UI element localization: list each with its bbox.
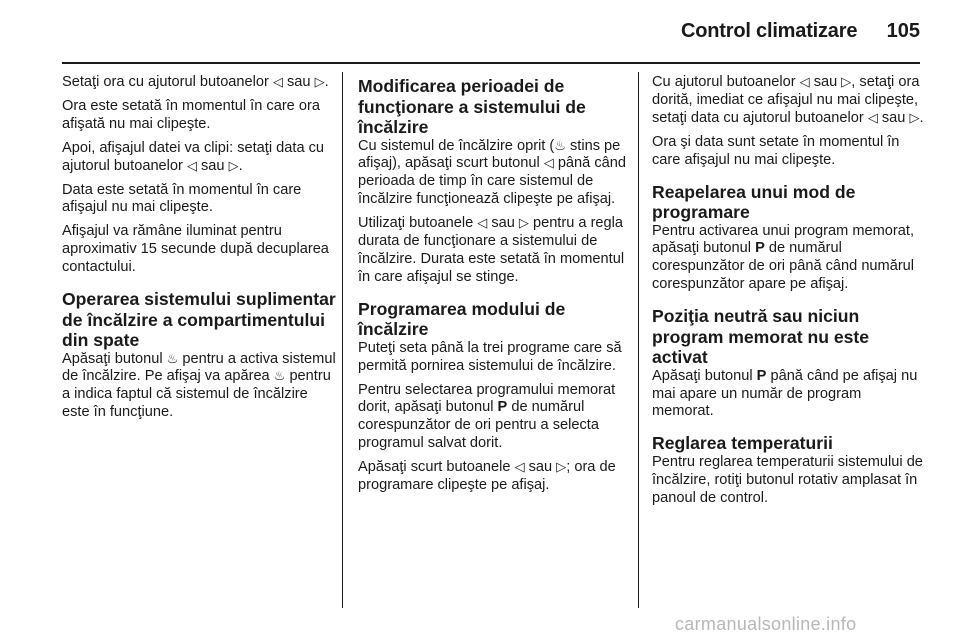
column-divider-2 xyxy=(638,72,639,608)
left-arrow-icon: ◁ xyxy=(514,460,525,476)
paragraph-set-time xyxy=(62,74,337,92)
heading-modify-period: Modificarea perioadei de funcţionare a sistemului de încălzire xyxy=(358,76,586,137)
left-arrow-icon: ◁ xyxy=(477,216,488,232)
paragraph-select-program xyxy=(358,382,633,454)
text: . xyxy=(324,74,329,90)
text: pentru a activa sistemul de încălzire. Pe afişaj va apărea xyxy=(62,350,336,385)
paragraph-date-set: Data este setată în momentul în care afişajul nu mai clipeşte. xyxy=(62,181,302,216)
right-arrow-icon: ▷ xyxy=(909,110,920,126)
right-arrow-icon: ▷ xyxy=(314,75,325,90)
text: sau xyxy=(282,74,315,90)
text: sau xyxy=(487,215,519,232)
text: sau xyxy=(877,109,910,126)
text: Apăsaţi butonul xyxy=(652,367,757,384)
paragraph-activate-program xyxy=(652,223,924,295)
right-arrow-icon: ▷ xyxy=(228,158,239,174)
header-rule xyxy=(62,62,920,64)
text: sau xyxy=(196,157,229,174)
column-1 xyxy=(62,74,337,428)
left-arrow-icon: ◁ xyxy=(799,75,810,90)
paragraph-activate-heater xyxy=(62,351,337,423)
p-button-icon: P xyxy=(497,399,508,416)
paragraph-program-time xyxy=(358,459,633,495)
right-arrow-icon: ▷ xyxy=(841,75,852,90)
text: ; ora de programare clipeşte pe afişaj. xyxy=(358,459,616,494)
text: Setaţi ora cu ajutorul butoanelor xyxy=(62,74,273,90)
text: Apăsaţi butonul xyxy=(62,350,167,367)
heading-operate-system: Operarea sistemului suplimentar de încălzire a compartimentului din spate xyxy=(62,289,336,351)
page-number: 105 xyxy=(886,20,920,42)
heading-recall-program: Reapelarea unui mod de programare xyxy=(652,181,856,223)
left-arrow-icon: ◁ xyxy=(186,158,197,174)
paragraph-time-date-set: Ora şi data sunt setate în momentul în care afişajul nu mai clipeşte. xyxy=(652,133,900,168)
heater-icon: ♨ xyxy=(554,138,566,154)
left-arrow-icon: ◁ xyxy=(867,110,878,126)
heater-icon: ♨ xyxy=(166,351,179,367)
text: până când pe afişaj nu mai apare un număr de program memorat. xyxy=(652,367,918,420)
p-button-icon: P xyxy=(756,367,767,384)
text: sau xyxy=(524,459,557,476)
column-2 xyxy=(358,74,633,501)
text: până când perioada de timp în care sistemul de încălzire funcţionează clipeşte pe afişaj. xyxy=(358,155,626,208)
paragraph-set-date xyxy=(62,140,337,176)
watermark: carmanualsonline.info xyxy=(675,614,857,634)
paragraph-time-set: Ora este setată în momentul în care ora afişată nu mai clipeşte. xyxy=(62,97,320,132)
text: pentru a indica faptul că sistemul de încălzire este în funcţiune. xyxy=(62,368,331,421)
text: Pentru activarea unui program memorat, apăsaţi butonul xyxy=(652,222,914,257)
text: Cu ajutorul butoanelor xyxy=(652,74,800,90)
text: Utilizaţi butoanele xyxy=(358,215,478,232)
paragraph-set-time-date xyxy=(652,74,924,128)
text: Apoi, afişajul datei va clipi: setaţi data cu ajutorul butoanelor xyxy=(62,139,325,174)
text: pentru a regla durata de funcţionare a sistemului de încălzire. Durata este setată în momentul în care afişajul se stinge. xyxy=(358,215,625,285)
text: de numărul corespunzător de ori până când numărul corespunzător apare pe afişaj. xyxy=(652,240,915,293)
column-3 xyxy=(652,74,924,514)
heater-icon: ♨ xyxy=(273,369,286,385)
right-arrow-icon: ▷ xyxy=(518,216,529,232)
heading-neutral-position: Poziţia neutră sau niciun program memorat nu este activat xyxy=(652,306,870,368)
paragraph-no-program xyxy=(652,368,924,422)
left-arrow-icon: ◁ xyxy=(272,75,283,90)
paragraph-heater-off xyxy=(358,138,633,210)
paragraph-adjust-temperature: Pentru reglarea temperaturii sistemului de încălzire, rotiţi butonul rotativ amplasat în panoul de control. xyxy=(652,453,923,506)
text: Pentru selectarea programului memorat dorit, apăsaţi butonul xyxy=(358,381,616,416)
text: sau xyxy=(809,74,842,90)
text: . xyxy=(919,109,924,126)
text: de numărul corespunzător de ori pentru a selecta programul salvat dorit. xyxy=(358,399,599,452)
text: Apăsaţi scurt butoanele xyxy=(358,459,515,476)
p-button-icon: P xyxy=(755,240,765,257)
paragraph-display-lit: Afişajul va rămâne iluminat pentru aproximativ 15 secunde după decuplarea contactului. xyxy=(62,223,329,276)
heading-temperature: Reglarea temperaturii xyxy=(652,433,833,454)
paragraph-adjust-duration xyxy=(358,215,633,287)
heading-program-mode: Programarea modului de încălzire xyxy=(358,298,566,340)
column-divider-1 xyxy=(342,72,343,608)
paragraph-three-programs: Puteţi seta până la trei programe care să permită pornirea sistemului de încălzire. xyxy=(358,339,622,374)
left-arrow-icon: ◁ xyxy=(543,156,554,172)
text: , setaţi ora dorită, imediat ce afişajul nu mai clipeşte, setaţi data cu ajutorul butoanelor xyxy=(652,74,920,126)
text: . xyxy=(238,157,243,174)
right-arrow-icon: ▷ xyxy=(556,460,567,476)
header-title: Control climatizare xyxy=(681,20,858,42)
text: stins pe afişaj), apăsaţi scurt butonul xyxy=(358,137,621,172)
text: Cu sistemul de încălzire oprit ( xyxy=(358,137,555,154)
